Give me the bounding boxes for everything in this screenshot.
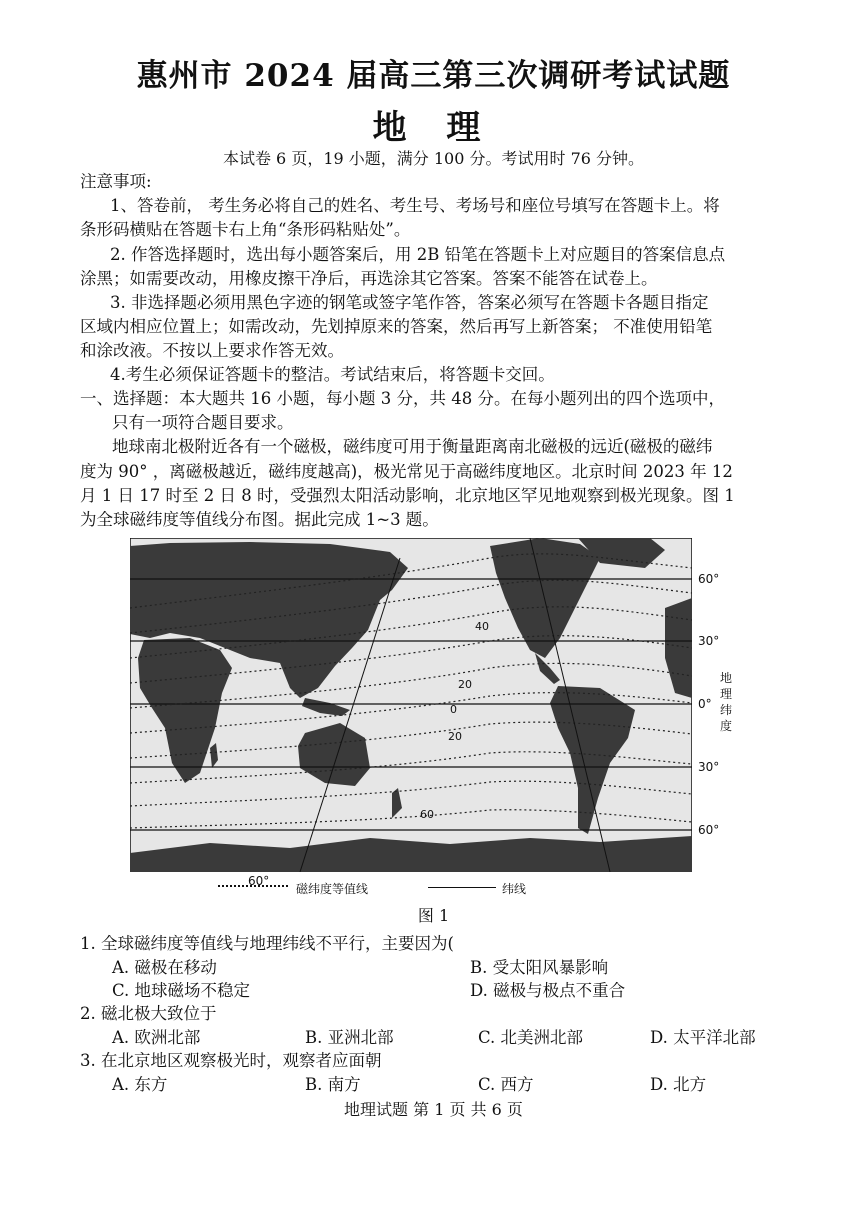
question-1-stem: 1. 全球磁纬度等值线与地理纬线不平行，主要因为( bbox=[80, 934, 454, 953]
legend-dotted-sample bbox=[218, 885, 288, 887]
notes-heading: 注意事项: bbox=[80, 172, 152, 191]
passage-line-2: 度为 90° ，离磁极越近，磁纬度越高)，极光常见于高磁纬度地区。北京时间 2023 年 12 bbox=[80, 462, 733, 481]
page-footer: 地理试题 第 1 页 共 6 页 bbox=[344, 1100, 523, 1119]
contour-label-40: 40 bbox=[475, 620, 489, 633]
contour-label-60: 60 bbox=[420, 808, 434, 821]
question-1-option-a: A. 磁极在移动 bbox=[112, 958, 217, 977]
note-2-line-1: 2. 作答选择题时，选出每小题答案后，用 2B 铅笔在答题卡上对应题目的答案信息点 bbox=[110, 245, 726, 264]
question-3-stem: 3. 在北京地区观察极光时，观察者应面朝 bbox=[80, 1051, 382, 1070]
lat-label-60s: 60° bbox=[698, 823, 720, 837]
exam-info: 本试卷 6 页，19 小题，满分 100 分。考试用时 76 分钟。 bbox=[222, 149, 645, 168]
question-2-option-b: B. 亚洲北部 bbox=[305, 1028, 394, 1047]
question-1-option-b: B. 受太阳风暴影响 bbox=[470, 958, 609, 977]
note-3-line-2: 区域内相应位置上；如需改动，先划掉原来的答案，然后再写上新答案； 不准使用铅笔 bbox=[80, 317, 713, 336]
passage-line-1: 地球南北极附近各有一个磁极，磁纬度可用于衡量距离南北磁极的远近(磁极的磁纬 bbox=[112, 437, 713, 456]
note-1-line-2: 条形码横贴在答题卡右上角“条形码粘贴处”。 bbox=[80, 220, 411, 239]
note-3-line-1: 3. 非选择题必须用黑色字迹的钢笔或签字笔作答，答案必须写在答题卡各题目指定 bbox=[110, 293, 709, 312]
note-3-line-3: 和涂改液。不按以上要求作答无效。 bbox=[80, 341, 344, 360]
section-heading-line-2: 只有一项符合题目要求。 bbox=[112, 413, 294, 432]
section-heading-line-1: 一、选择题：本大题共 16 小题，每小题 3 分，共 48 分。在每小题列出的四个选项中， bbox=[80, 389, 725, 408]
lat-label-60n: 60° bbox=[698, 572, 720, 586]
contour-label-0: 0 bbox=[450, 703, 457, 716]
question-1-option-c: C. 地球磁场不稳定 bbox=[112, 981, 251, 1000]
contour-label-20-north: 20 bbox=[458, 678, 472, 691]
question-3-option-c: C. 西方 bbox=[478, 1075, 534, 1094]
note-2-line-2: 涂黑；如需要改动，用橡皮擦干净后，再选涂其它答案。答案不能答在试卷上。 bbox=[80, 269, 658, 288]
magnetic-latitude-map bbox=[130, 538, 692, 872]
passage-line-3: 月 1 日 17 时至 2 日 8 时，受强烈太阳活动影响，北京地区罕见地观察到极光现象。图 1 bbox=[80, 486, 735, 505]
subject-title: 地 理 bbox=[372, 108, 495, 148]
legend-contour-label: 磁纬度等值线 bbox=[296, 882, 369, 896]
lat-label-30n: 30° bbox=[698, 634, 720, 648]
question-3-option-a: A. 东方 bbox=[112, 1075, 168, 1094]
figure-caption: 图 1 bbox=[417, 906, 450, 925]
legend-value: 60° bbox=[248, 874, 270, 888]
lat-label-30s: 30° bbox=[698, 760, 720, 774]
question-3-option-b: B. 南方 bbox=[305, 1075, 361, 1094]
exam-title: 惠州市 2024 届高三第三次调研考试试题 bbox=[136, 58, 731, 94]
question-1-option-d: D. 磁极与极点不重合 bbox=[470, 981, 626, 1000]
legend-solid-sample bbox=[428, 887, 496, 888]
question-3-option-d: D. 北方 bbox=[650, 1075, 707, 1094]
contour-label-20-south: 20 bbox=[448, 730, 462, 743]
lat-label-0: 0° bbox=[698, 697, 712, 711]
note-1-line-1: 1、答卷前， 考生务必将自己的姓名、考生号、考场号和座位号填写在答题卡上。将 bbox=[110, 196, 720, 215]
legend-latitude-label: 纬线 bbox=[502, 882, 527, 896]
lat-axis-title: 地理纬度 bbox=[720, 671, 733, 733]
note-4-line-1: 4.考生必须保证答题卡的整洁。考试结束后，将答题卡交回。 bbox=[110, 365, 555, 384]
question-2-stem: 2. 磁北极大致位于 bbox=[80, 1004, 217, 1023]
question-2-option-d: D. 太平洋北部 bbox=[650, 1028, 756, 1047]
passage-line-4: 为全球磁纬度等值线分布图。据此完成 1~3 题。 bbox=[80, 510, 439, 529]
question-2-option-c: C. 北美洲北部 bbox=[478, 1028, 584, 1047]
question-2-option-a: A. 欧洲北部 bbox=[112, 1028, 201, 1047]
